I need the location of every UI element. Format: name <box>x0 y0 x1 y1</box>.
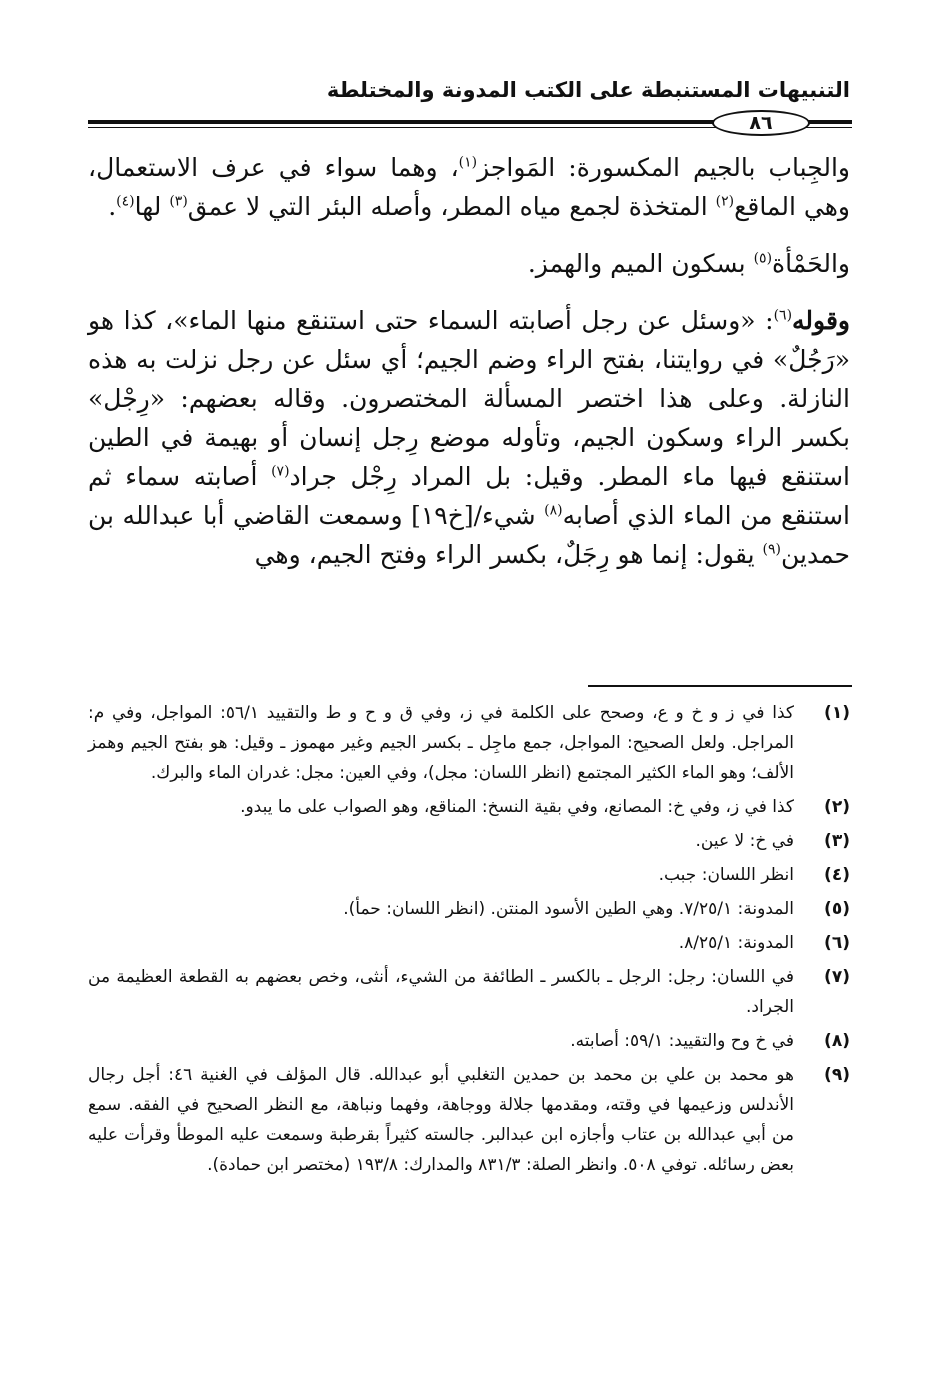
paragraph-2 <box>88 244 850 283</box>
footnote-text: هو محمد بن علي بن محمد بن حمدين التغلبي أبو عبدالله. قال المؤلف في الغنية ٤٦: أجل رجال الأندلس وزعيمها في وقته، ومقدمها جلالة ووجاهة، وفهما ونباهة، مع النظر الصحيح في الفقه. سمع من أبي عبدالله بن عتاب وأجازه ابن عبدالبر. جالسته كثيراً بقرطبة وسمعت عليه الموطأ وقرأت عليه بعض رسائله. توفي ٥٠٨. وانظر الصلة: ٨٣١/٣ والمدارك: ١٩٣/٨ (مختصر ابن حمادة). <box>88 1065 794 1175</box>
text-run: بسكون الميم والهمز. <box>527 249 754 278</box>
footnote-number: (٧) <box>824 967 850 987</box>
footnote-ref-6[interactable]: (٦) <box>773 307 793 324</box>
footnote-separator <box>588 685 852 687</box>
footnote-ref-4[interactable]: (٤) <box>116 193 135 210</box>
footnote-ref-9[interactable]: (٩) <box>762 541 781 558</box>
page-number: ٨٦ <box>712 110 810 136</box>
paragraph-3 <box>88 301 850 574</box>
text-run: . <box>108 192 117 221</box>
footnote-ref-2[interactable]: (٢) <box>715 193 735 210</box>
footnote-item <box>88 860 850 890</box>
text-run: أصابته سماء ثم استنقع من الماء الذي أصابه <box>88 462 850 530</box>
text-run: لها <box>134 192 170 221</box>
footnote-ref-5[interactable]: (٥) <box>753 250 773 267</box>
text-run: يقول: إنما هو رِجَلٌ، بكسر الراء وفتح الجيم، وهي <box>254 540 763 569</box>
footnote-item <box>88 928 850 958</box>
main-text <box>88 148 850 574</box>
footnote-item <box>88 894 850 924</box>
footnote-number: (٤) <box>824 865 850 885</box>
footnotes <box>88 698 850 1184</box>
footnote-number: (٣) <box>824 831 850 851</box>
footnote-text: كذا في ز و خ و ع، وصحح على الكلمة في ز، وفي ق و ح و ط والتقييد ٥٦/١: المواجل، وفي م: المراجل. ولعل الصحيح: المواجل، جمع ماجِل ـ بكسر الجيم وغير مهموز ـ وقيل: هو بفتح الجيم وهمز الألف؛ وهو الماء الكثير المجتمع (انظر اللسان: مجل)، وفي العين: مجل: غدران الماء والبرك. <box>88 703 794 783</box>
footnote-number: (٦) <box>824 933 850 953</box>
lead-word: وقوله <box>792 306 850 335</box>
footnote-number: (٨) <box>824 1031 850 1051</box>
footnote-text: في خ: لا عين. <box>695 831 794 851</box>
text-run: ، وهما سواء في عرف الاستعمال، وهي الماقع <box>88 153 850 221</box>
footnote-ref-7[interactable]: (٧) <box>271 463 290 480</box>
footnote-ref-3[interactable]: (٣) <box>169 193 188 210</box>
footnote-item <box>88 826 850 856</box>
text-run: والجِباب بالجيم المكسورة: المَواجز <box>477 153 850 182</box>
footnote-number: (٥) <box>824 899 850 919</box>
paragraph-1 <box>88 148 850 226</box>
footnote-text: في خ وح والتقييد: ٥٩/١: أصابته. <box>570 1031 794 1051</box>
footnote-item <box>88 962 850 1022</box>
footnote-text: كذا في ز، وفي خ: المصانع، وفي بقية النسخ: المناقع، وهو الصواب على ما يبدو. <box>240 797 794 817</box>
footnote-text: في اللسان: رجل: الرجل ـ بالكسر ـ الطائفة من الشيء، أنثى، وخص بعضهم به القطعة العظيمة من الجراد. <box>88 967 794 1017</box>
footnote-number: (٩) <box>824 1065 850 1085</box>
footnote-ref-8[interactable]: (٨) <box>544 502 563 519</box>
footnote-item <box>88 1026 850 1056</box>
text-run: والحَمْأة <box>772 249 850 278</box>
footnote-item <box>88 1060 850 1180</box>
footnote-item <box>88 792 850 822</box>
footnote-number: (٢) <box>824 797 850 817</box>
text-run: المتخذة لجمع مياه المطر، وأصله البئر التي لا عمق <box>187 192 716 221</box>
footnote-text: المدونة: ٧/٢٥/١. وهي الطين الأسود المنتن. (انظر اللسان: حمأ). <box>343 899 794 919</box>
footnote-text: انظر اللسان: جبب. <box>658 865 794 885</box>
running-title: التنبيهات المستنبطة على الكتب المدونة والمختلطة <box>326 78 850 102</box>
footnote-ref-1[interactable]: (١) <box>458 154 478 171</box>
footnote-text: المدونة: ٨/٢٥/١. <box>678 933 794 953</box>
footnote-number: (١) <box>824 703 850 723</box>
text-run: : «وسئل عن رجل أصابته السماء حتى استنقع منها الماء»، كذا هو «رَجُلٌ» في روايتنا، بفتح الراء وضم الجيم؛ أي سئل عن رجل نزلت به هذه النازلة. وعلى هذا اختصر المسألة المختصرون. وقاله بعضهم: «رِجْل» بكسر الراء وسكون الجيم، وتأوله موضع رِجل إنسان أو بهيمة في الطين استنقع فيها ماء المطر. وقيل: بل المراد رِجْل جراد <box>88 306 850 491</box>
text-run: شيء/[خ١٩] وسمعت القاضي أبا عبدالله بن حمدين <box>88 501 850 569</box>
footnote-item <box>88 698 850 788</box>
